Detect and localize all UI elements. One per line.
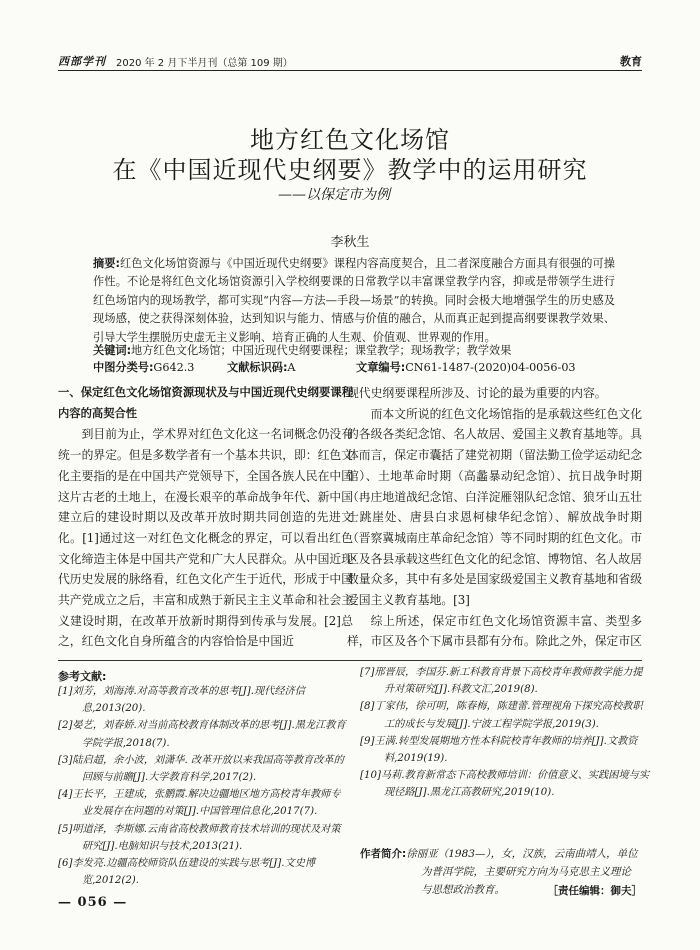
article-title-line2: 在《中国近现代史纲要》教学中的运用研究 [112, 156, 588, 184]
clc-number [93, 359, 194, 375]
references-left [58, 683, 350, 889]
header-rule [58, 70, 642, 71]
section-label: 教育 [620, 55, 642, 68]
journal-logo: 西部学刊 [58, 55, 106, 68]
body-paragraph: 现代史纲要课程所涉及、讨论的最为重要的内容。 [347, 386, 607, 400]
author-bio-line: 徐丽亚（1983—），女，汉族，云南曲靖人，单位 [406, 848, 638, 860]
abstract-text: 红色文化场馆资源与《中国近现代史纲要》课程内容高度契合，且二者深度融合方面具有很强的可操作性。不论是将红色文化场馆资源引入学校纲要课的日常教学以丰富课堂教学内容，抑或是带领学生进行红色场馆内的现场教学，都可实现“内容—方法—手段—场景”的转换。同时会极大地增强学生的历史感及现场感，使之获得深刻体验，达到知识与能力、情感与价值的融合，从而真正起到提高纲要课教学效果、引导大学生摆脱历史虚无主义影响、培育正确的人生观、价值观、世界观的作用。 [93, 257, 615, 344]
reference-item: [6]李发亮.边疆高校师资队伍建设的实践与思考[J].文史博览,2012(2). [58, 858, 316, 887]
reference-item: [3]陆启超，余小波，刘潇华. 改革开放以来我国高等教育改革的回顾与前瞻[J].大学教育科学,2017(2). [58, 754, 344, 784]
keywords-text: 地方红色文化场馆；中国近现代史纲要课程；课堂教学；现场教学；教学效果 [131, 344, 512, 357]
running-header [58, 52, 642, 72]
article-title-line1: 地方红色文化场馆 [250, 126, 450, 154]
reference-item: [7]邢晋辰，李国芬.新工科教育背景下高校青年教师教学能力提升对策研究[J].科教文汇,2019(8). [360, 667, 643, 696]
body-paragraph: 综上所述，保定市红色文化场馆资源丰富、类型多样，市区及各个下属市县都有分布。除此之外，保定市区 [347, 613, 642, 649]
body-paragraph: 而本文所说的红色文化场馆指的是承载这些红色文化的各级各类纪念馆、名人故居、爱国主义教育基地等。具体而言，保定市囊括了建党初期（留法勤工俭学运动纪念馆）、土地革命时期（高蠡暴动纪念馆）、抗日战争时期（冉庄地道战纪念馆、白洋淀雁翎队纪念馆、狼牙山五壮士跳崖处、唐县白求恩柯棣华纪念馆）、解放战争时期（晋察冀城南庄革命纪念馆）等不同时期的红色文化。市区及各县承载这些红色文化的纪念馆、博物馆、名人故居数量众多，其中有多处是国家级爱国主义教育基地和省级爱国主义教育基地。[3] [347, 406, 642, 608]
reference-item: [4]王长平，王建成，张鹏霞.解决边疆地区地方高校青年教师专业发展存在问题的对策[J].中国管理信息化,2017(7). [58, 789, 341, 818]
responsible-editor: ［责任编辑：御夫］ [547, 885, 642, 897]
keywords-label: 关键词: [93, 344, 132, 357]
keywords [93, 342, 615, 359]
article-subtitle: ——以保定市为例 [278, 187, 390, 203]
clc-value: G642.3 [153, 361, 195, 374]
section-heading: 一、保定红色文化场馆资源现状及与中国近现代史纲要课程内容的高契合性 [58, 386, 353, 420]
reference-item: [8]丁家伟，徐可明，陈春梅，陈建蕾.管理视角下探究高校教职工的成长与发展[J].宁波工程学院学报,2019(3). [360, 701, 643, 730]
abstract [93, 255, 615, 347]
references-right [360, 664, 652, 802]
issue-info: 2020 年 2 月下半月刊（总第 109 期） [116, 58, 293, 69]
clc-label: 中图分类号: [93, 361, 154, 374]
reference-item: [10]马莉.教育新常态下高校教师培训：价值意义、实践困境与实现径路[J].黑龙江高教研究,2019(10). [360, 770, 650, 799]
article-author: 李秋生 [330, 235, 370, 250]
body-paragraph: 到目前为止，学术界对红色文化这一名词概念仍没有统一的界定。但是多数学者有一个基本共识，即：红色文化主要指的是在中国共产党领导下，全国各族人民在中国这片古老的土地上，在漫长艰辛的革命战争年代、新中国建立后的建设时期以及改革开放时期共同创造的先进文化。[1]通过这一对红色文化概念的界定，可以看出红色文化缔造主体是中国共产党和广大人民群众。从中国近现代历史发展的脉络看，红色文化产生于近代，形成于中国共产党成立之后，丰富和成熟于新民主主义革命和社会主义建设时期，在改革开放新时期得到传承与发展。[2]总之，红色文化自身所蕴含的内容恰恰是中国近 [58, 427, 353, 649]
article-number-value: CN61-1487-(2020)04-0056-03 [405, 361, 576, 374]
body-column-left [58, 383, 353, 652]
references-title: 参考文献: [58, 670, 107, 683]
article-number-label: 文章编号: [356, 361, 406, 374]
body-column-right [347, 383, 642, 652]
document-code-value: A [287, 361, 296, 374]
reference-item: [9]王满.转型发展期地方性本科院校青年教师的培养[J].文教资料,2019(19). [360, 735, 638, 765]
article-number [356, 359, 576, 375]
document-code-label: 文献标识码: [227, 361, 288, 374]
document-code [227, 359, 296, 375]
references-rule [58, 660, 642, 661]
author-bio-label: 作者简介: [360, 848, 407, 860]
abstract-label: 摘要: [93, 257, 120, 270]
author-bio-line: 与思想政治教育。 [421, 884, 505, 896]
reference-item: [2]晏艺，刘春娇.对当前高校教育体制改革的思考[J].黑龙江教育学院学报,2018(7). [58, 720, 346, 749]
page-number: — 056 — [58, 895, 128, 910]
reference-item: [5]明道泽，李斯娜.云南省高校教师教育技术培训的现状及对策研究[J].电脑知识与技术,2013(21). [58, 823, 341, 852]
author-bio-line: 为普洱学院，主要研究方向为马克思主义理论 [421, 866, 631, 878]
reference-item: [1]刘芳，刘海涛.对高等教育改革的思考[J].现代经济信息,2013(20). [58, 686, 305, 715]
